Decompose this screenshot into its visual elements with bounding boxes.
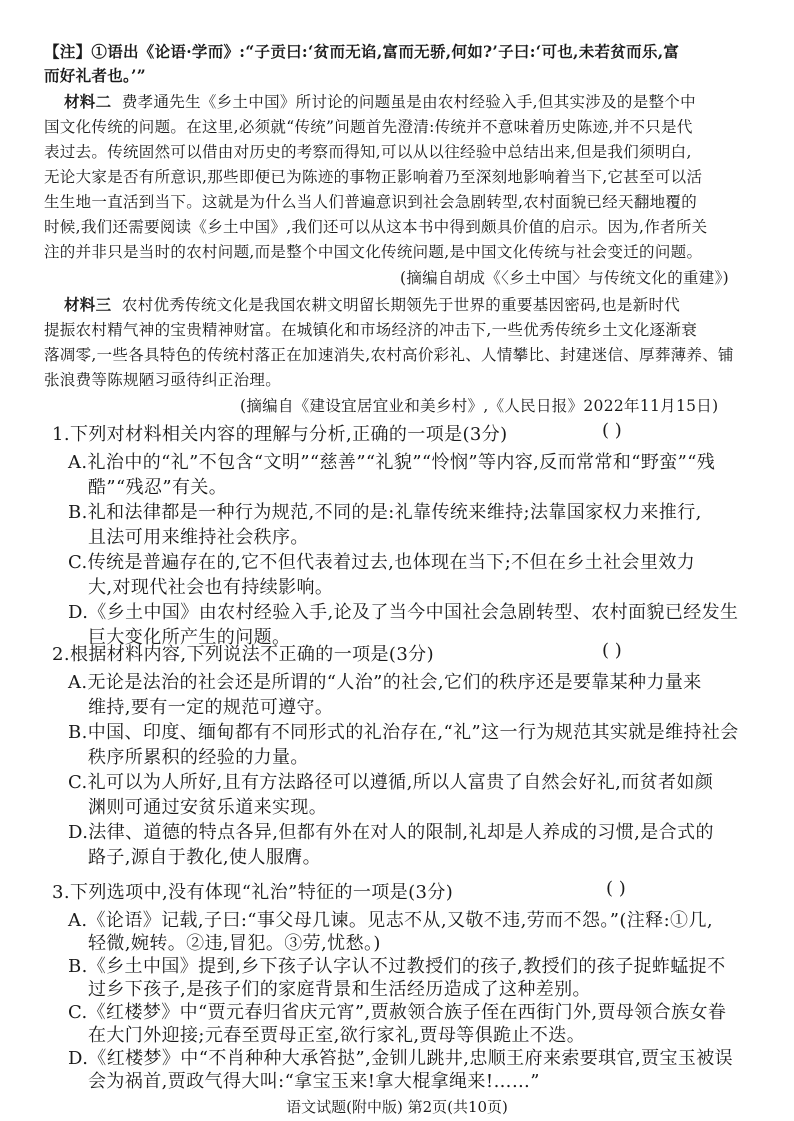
answer-blank[interactable]: ( ) bbox=[602, 640, 622, 661]
page-footer: 语文试题(附中版) 第2页(共10页) bbox=[286, 1098, 508, 1116]
question-stem: 3.下列选项中,没有体现“礼治”特征的一项是(3分) bbox=[52, 882, 454, 903]
material-label: 材料二 bbox=[64, 92, 112, 111]
material-two-line: 无论大家是否有所意识,那些即便已为陈迹的事物正影响着乃至深刻地影响着当下,它甚至可以活 bbox=[44, 168, 703, 186]
material-two-line: 注的并非只是当时的农村问题,而是整个中国文化传统问题,是中国文化传统与社会变迁的问题。 bbox=[44, 243, 703, 261]
note-line: 而好礼者也。’” bbox=[44, 66, 146, 85]
option-d-cont: 路子,源自于教化,使人服膺。 bbox=[88, 847, 322, 868]
option-a-cont: 酷”“残忍”有关。 bbox=[88, 477, 228, 498]
option-c-cont: 在大门外迎接;元春至贾母正室,欲行家礼,贾母等俱跪止不迭。 bbox=[88, 1025, 586, 1046]
option-b: B.礼和法律都是一种行为规范,不同的是:礼靠传统来维持;法靠国家权力来推行, bbox=[68, 502, 702, 523]
option-c: C.《红楼梦》中“贾元春归省庆元宵”,贾赦领合族子侄在西街门外,贾母领合族女眷 bbox=[68, 1002, 727, 1023]
option-b-cont: 且法可用来维持社会秩序。 bbox=[88, 527, 309, 548]
option-b: B.中国、印度、缅甸都有不同形式的礼治存在,“礼”这一行为规范其实就是维持社会 bbox=[68, 722, 739, 743]
material-two-line: 国文化传统的问题。在这里,必须就“传统”问题首先澄清:传统并不意味着历史陈迹,并不只是代 bbox=[44, 118, 693, 136]
material-label: 材料三 bbox=[64, 295, 112, 314]
material-three-line bbox=[64, 293, 680, 315]
material-three-line: 提振农村精气神的宝贵精神财富。在城镇化和市场经济的冲击下,一些优秀传统乡土文化逐渐衰 bbox=[44, 321, 698, 339]
option-c-cont: 大,对现代社会也有持续影响。 bbox=[88, 577, 334, 598]
material-two-line: 生生地一直活到当下。这就是为什么当人们普遍意识到社会急剧转型,农村面貌已经天翻地覆的 bbox=[44, 193, 698, 211]
option-c: C.传统是普遍存在的,它不但代表着过去,也体现在当下;不但在乡土社会里效力 bbox=[68, 552, 696, 573]
note-line: 【注】①语出《论语·学而》:“子贡曰:‘贫而无谄,富而无骄,何如?’子曰:‘可也,未若贫而乐,富 bbox=[44, 42, 680, 61]
option-c-cont: 渊则可通过安贫乐道来实现。 bbox=[88, 797, 328, 818]
material-source: (摘编自《建设宜居宜业和美乡村》,《人民日报》2022年11月15日) bbox=[240, 397, 719, 415]
option-c: C.礼可以为人所好,且有方法路径可以遵循,所以人富贵了自然会好礼,而贫者如颜 bbox=[68, 772, 714, 793]
material-two-line: 时候,我们还需要阅读《乡土中国》,我们还可以从这本书中得到颇具价值的启示。因为,作者所关 bbox=[44, 218, 708, 236]
option-d-cont: 会为祸首,贾政气得大叫:“拿宝玉来!拿大棍拿绳来!……” bbox=[88, 1071, 540, 1092]
option-a: A.无论是法治的社会还是所谓的“人治”的社会,它们的秩序还是要靠某种力量来 bbox=[68, 672, 702, 693]
option-a-cont: 维持,要有一定的规范可遵守。 bbox=[88, 697, 334, 718]
material-two-line bbox=[64, 90, 696, 112]
option-d: D.《红楼梦》中“不肖种种大承笞挞”,金钏儿跳井,忠顺王府来索要琪官,贾宝玉被误 bbox=[68, 1048, 734, 1069]
question-stem: 1.下列对材料相关内容的理解与分析,正确的一项是(3分) bbox=[52, 424, 508, 445]
material-text: 农村优秀传统文化是我国农耕文明留长期领先于世界的重要基因密码,也是新时代 bbox=[121, 296, 681, 314]
option-d: D.法律、道德的特点各异,但都有外在对人的限制,礼却是人养成的习惯,是合式的 bbox=[68, 822, 714, 843]
option-b: B.《乡土中国》提到,乡下孩子认字认不过教授们的孩子,教授们的孩子捉蚱蜢捉不 bbox=[68, 956, 726, 977]
option-d-cont: 巨大变化所产生的问题。 bbox=[88, 627, 291, 648]
material-two-line: 表过去。传统固然可以借由对历史的考察而得知,可以从以往经验中总结出来,但是我们须明白, bbox=[44, 143, 692, 161]
option-a: A.《论语》记载,子曰:“事父母几谏。见志不从,又敬不违,劳而不怨。”(注释:①几, bbox=[68, 910, 713, 931]
option-d: D.《乡土中国》由农村经验入手,论及了当今中国社会急剧转型、农村面貌已经发生 bbox=[68, 602, 739, 623]
question-stem: 2.根据材料内容,下列说法不正确的一项是(3分) bbox=[52, 644, 434, 665]
option-a-cont: 轻微,婉转。②违,冒犯。③劳,忧愁。) bbox=[88, 933, 381, 954]
material-three-line: 张浪费等陈规陋习亟待纠正治理。 bbox=[44, 371, 282, 389]
option-b-cont: 过乡下孩子,是孩子们的家庭背景和生活经历造成了这种差别。 bbox=[88, 979, 591, 1000]
material-three-line: 落凋零,一些各具特色的传统村落正在加速消失,农村高价彩礼、人情攀比、封建迷信、厚葬薄养、铺 bbox=[44, 346, 734, 364]
answer-blank[interactable]: ( ) bbox=[606, 878, 626, 899]
material-source: (摘编自胡成《〈乡土中国〉与传统文化的重建》) bbox=[400, 269, 729, 287]
option-a: A.礼治中的“礼”不包含“文明”“慈善”“礼貌”“怜悯”等内容,反而常常和“野蛮”“残 bbox=[68, 452, 716, 473]
option-b-cont: 秩序所累积的经验的力量。 bbox=[88, 747, 309, 768]
answer-blank[interactable]: ( ) bbox=[602, 420, 622, 441]
material-text: 费孝通先生《乡土中国》所讨论的问题虽是由农村经验入手,但其实涉及的是整个中 bbox=[121, 93, 696, 111]
